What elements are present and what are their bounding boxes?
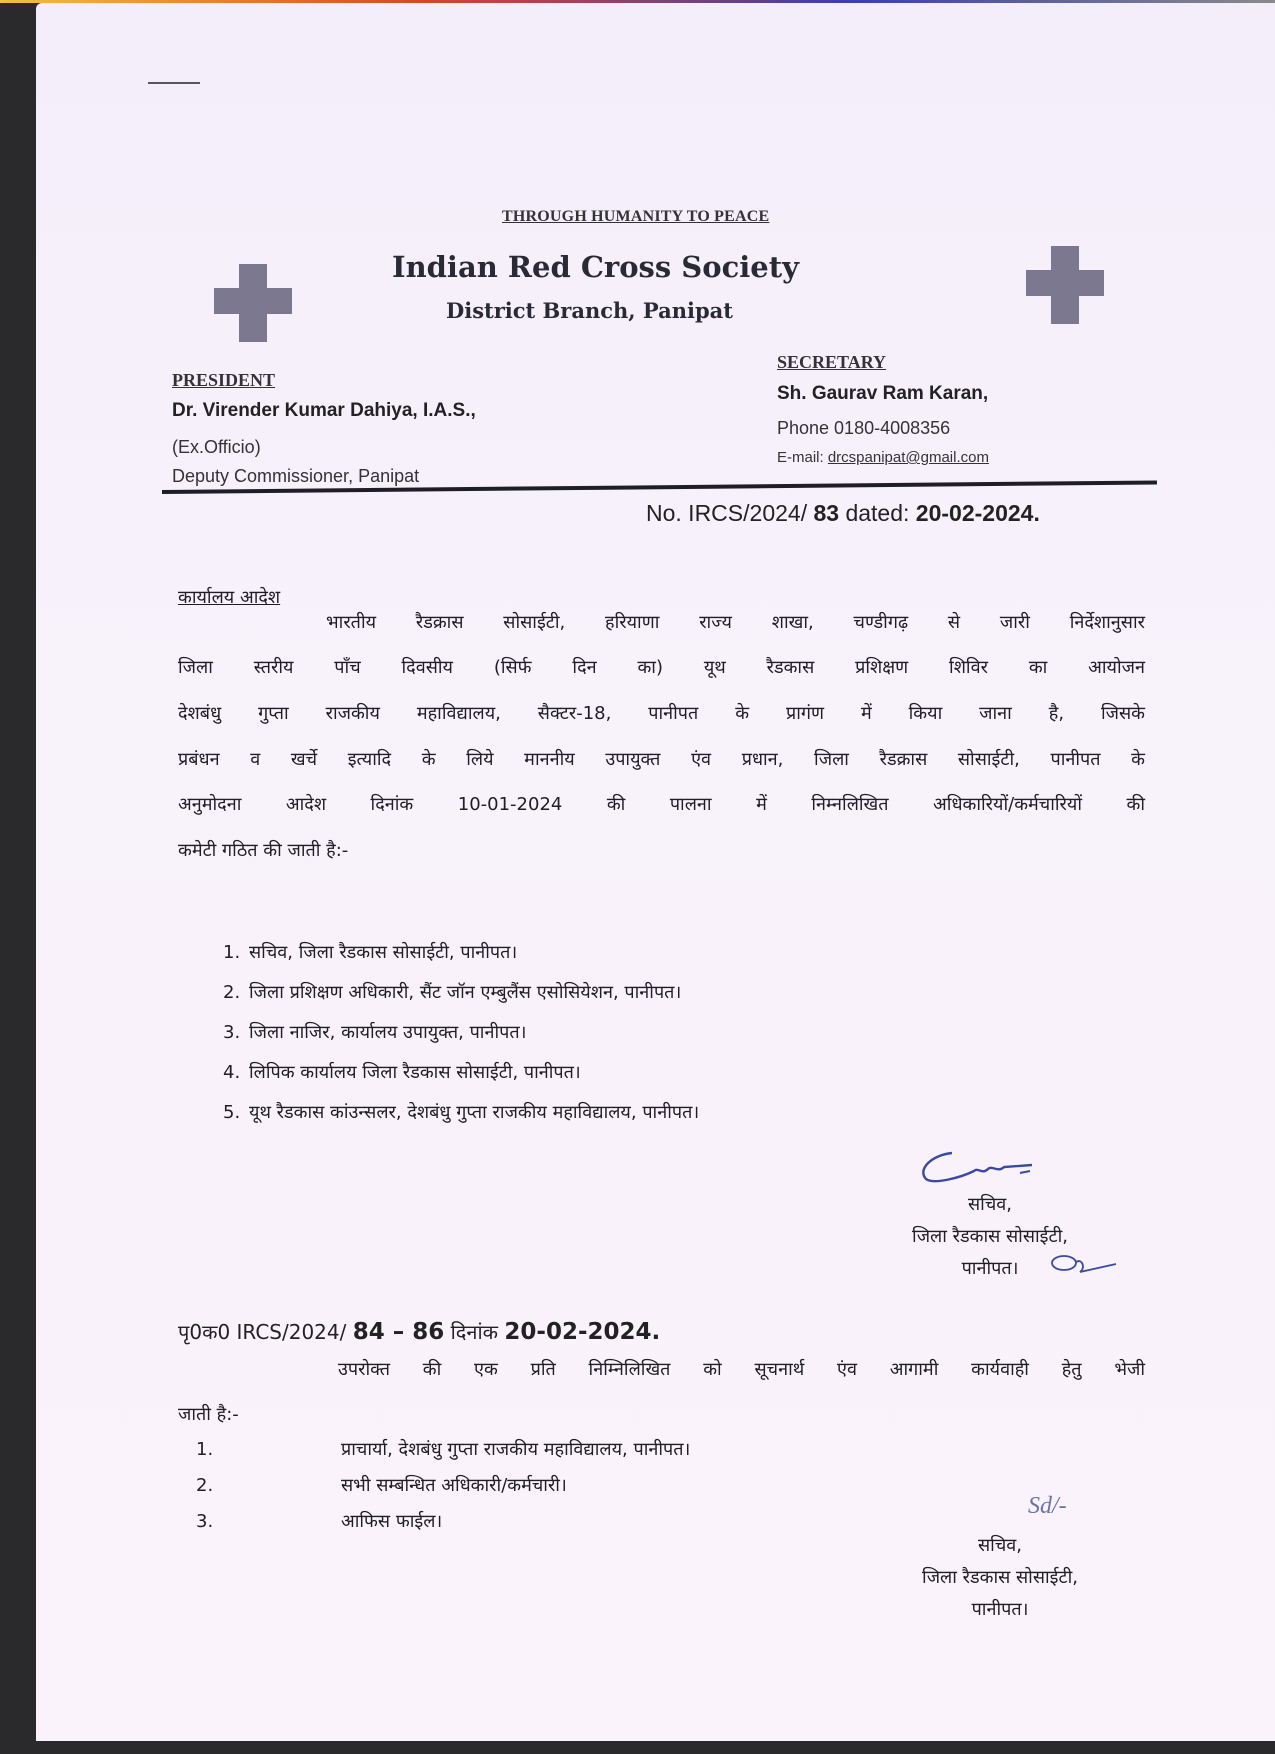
signatory-office: जिला रैडकास सोसाईटी, bbox=[912, 1226, 1068, 1247]
reference-number bbox=[646, 500, 1040, 527]
item-text: आफिस फाईल। bbox=[341, 1511, 443, 1532]
pen-mark bbox=[148, 82, 200, 84]
endorsement-date-label: दिनांक bbox=[444, 1320, 505, 1344]
ref-date: 20-02-2024. bbox=[915, 500, 1040, 526]
item-text: लिपिक कार्यालय जिला रैडकास सोसाईटी, पानीपत। bbox=[249, 1062, 581, 1083]
item-number: 3. bbox=[223, 1022, 241, 1043]
list-item bbox=[196, 1437, 690, 1473]
item-text: जिला प्रशिक्षण अधिकारी, सैंट जॉन एम्बुलैंस एसोसियेशन, पानीपत। bbox=[249, 982, 682, 1003]
item-text: जिला नाजिर, कार्यालय उपायुक्त, पानीपत। bbox=[249, 1022, 527, 1043]
list-item bbox=[196, 1509, 690, 1545]
item-text: सचिव, जिला रैडकास सोसाईटी, पानीपत। bbox=[249, 942, 518, 963]
order-text-line: भारतीय रैडक्रास सोसाईटी, हरियाणा राज्य शाखा, चण्डीगढ़ से जारी निर्देशानुसार bbox=[326, 612, 1145, 633]
list-item bbox=[223, 940, 699, 980]
motto: THROUGH HUMANITY TO PEACE bbox=[502, 208, 770, 225]
signatory-title: सचिव, bbox=[968, 1194, 1012, 1215]
list-item bbox=[223, 1020, 699, 1060]
item-number: 2. bbox=[223, 982, 241, 1003]
list-item bbox=[223, 1060, 699, 1100]
red-cross-icon bbox=[214, 264, 292, 342]
endorsement-number bbox=[178, 1318, 660, 1345]
distribution-list bbox=[196, 1437, 690, 1545]
handwritten-initial bbox=[1050, 1250, 1120, 1276]
ref-dated-label: dated: bbox=[839, 500, 916, 526]
red-cross-icon bbox=[1026, 246, 1104, 324]
endorsement-date: 20-02-2024. bbox=[504, 1319, 661, 1345]
endorsement-text-line: जाती है:- bbox=[178, 1404, 239, 1425]
secretary-label: SECRETARY bbox=[777, 352, 887, 372]
list-item bbox=[223, 980, 699, 1020]
signatory-place: पानीपत। bbox=[971, 1599, 1029, 1620]
president-label: PRESIDENT bbox=[172, 370, 276, 390]
order-text-line: जिला स्तरीय पॉंच दिवसीय (सिर्फ दिन का) यूथ रैडकास प्रशिक्षण शिविर का आयोजन bbox=[178, 657, 1145, 678]
item-text: प्राचार्या, देशबंधु गुप्ता राजकीय महाविद्यालय, पानीपत। bbox=[341, 1439, 691, 1460]
item-number: 1. bbox=[196, 1439, 214, 1460]
president-ex-officio: (Ex.Officio) bbox=[172, 437, 261, 457]
email-label: E-mail: bbox=[777, 449, 828, 466]
endorsement-text-line: उपरोक्त की एक प्रति निम्निलिखित को सूचनार्थ एंव आगामी कार्यवाही हेतु भेजी bbox=[338, 1359, 1145, 1380]
signed-mark: Sd/- bbox=[1028, 1493, 1067, 1519]
secretary-phone: Phone 0180-4008356 bbox=[777, 418, 951, 438]
order-text-line: कमेटी गठित की जाती है:- bbox=[178, 840, 349, 861]
ref-prefix: No. IRCS/2024/ bbox=[646, 500, 814, 526]
signatory-office: जिला रैडकास सोसाईटी, bbox=[922, 1567, 1078, 1588]
item-text: यूथ रैडकास कांउन्सलर, देशबंधु गुप्ता राजकीय महाविद्यालय, पानीपत। bbox=[249, 1102, 700, 1123]
order-text-line: अनुमोदना आदेश दिनांक 10-01-2024 की पालना में निम्नलिखित अधिकारियों/कर्मचारियों की bbox=[178, 794, 1145, 815]
item-number: 1. bbox=[223, 942, 241, 963]
order-text-line: देशबंधु गुप्ता राजकीय महाविद्यालय, सैक्टर-18, पानीपत के प्रागंण में किया जाना है, जिसके bbox=[178, 703, 1145, 724]
branch-name: District Branch, Panipat bbox=[446, 298, 733, 323]
office-order-heading: कार्यालय आदेश bbox=[178, 587, 281, 608]
item-number: 5. bbox=[223, 1102, 241, 1123]
signatory-block bbox=[850, 1533, 1150, 1629]
list-item bbox=[223, 1100, 699, 1140]
endorsement-prefix: पृ0क0 IRCS/2024/ bbox=[178, 1320, 353, 1344]
item-text: सभी सम्बन्धित अधिकारी/कर्मचारी। bbox=[341, 1475, 567, 1496]
item-number: 3. bbox=[196, 1511, 214, 1532]
list-item bbox=[196, 1473, 690, 1509]
committee-list bbox=[223, 940, 699, 1140]
president-designation: Deputy Commissioner, Panipat bbox=[172, 466, 420, 486]
order-text-line: प्रबंधन व खर्चे इत्यादि के लिये माननीय उपायुक्त एंव प्रधान, जिला रैडक्रास सोसाईटी, पानीपत के bbox=[178, 749, 1145, 770]
ref-number: 83 bbox=[813, 500, 840, 526]
endorsement-range: 84 – 86 bbox=[352, 1319, 445, 1345]
handwritten-signature bbox=[912, 1147, 1072, 1187]
president-name: Dr. Virender Kumar Dahiya, I.A.S., bbox=[172, 400, 476, 421]
email-link[interactable]: drcspanipat@gmail.com bbox=[827, 449, 989, 466]
organization-name: Indian Red Cross Society bbox=[392, 250, 799, 284]
secretary-name: Sh. Gaurav Ram Karan, bbox=[777, 383, 989, 404]
signatory-title: सचिव, bbox=[978, 1535, 1022, 1556]
signatory-place: पानीपत। bbox=[961, 1258, 1019, 1279]
item-number: 4. bbox=[223, 1062, 241, 1083]
item-number: 2. bbox=[196, 1475, 214, 1496]
secretary-email bbox=[777, 449, 989, 466]
